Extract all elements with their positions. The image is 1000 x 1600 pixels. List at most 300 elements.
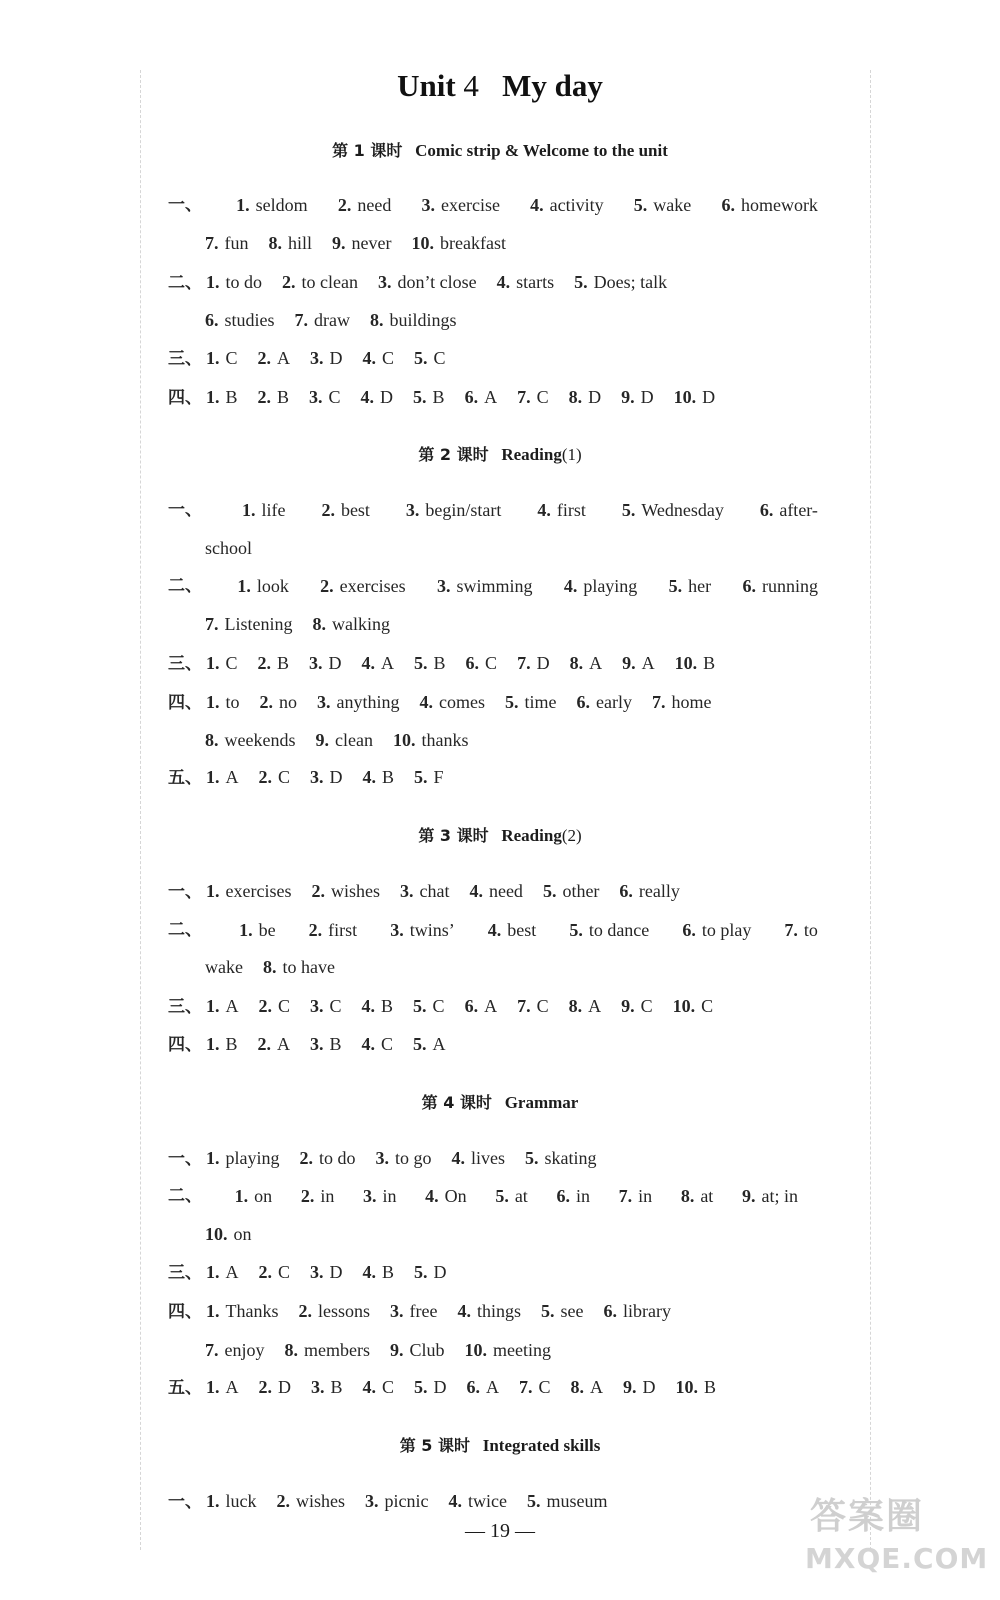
section-marker: 二、 xyxy=(168,920,202,940)
question-number: 4. xyxy=(487,920,502,940)
question-number: 4. xyxy=(362,1377,377,1397)
answer-text: really xyxy=(638,881,680,901)
answer-text: B xyxy=(330,1377,343,1397)
answer-item xyxy=(206,1144,280,1172)
answer-item xyxy=(206,268,262,296)
question-number: 10. xyxy=(675,1377,699,1397)
answer-text: Thanks xyxy=(225,1301,279,1321)
answer-text: A xyxy=(432,1034,446,1054)
answer-text: A xyxy=(641,653,655,673)
question-number: 10. xyxy=(673,387,697,407)
answer-item xyxy=(242,496,286,524)
answer-item xyxy=(239,916,276,944)
question-number: 4. xyxy=(451,1148,466,1168)
answer-item xyxy=(338,191,391,219)
answer-text: to xyxy=(225,692,240,712)
answer-text: D xyxy=(329,767,343,787)
answer-item xyxy=(413,383,445,411)
question-number: 3. xyxy=(390,1301,404,1321)
answer-item xyxy=(669,572,711,600)
answer-text: Club xyxy=(409,1340,445,1360)
answer-text: on xyxy=(233,1224,252,1244)
answer-item xyxy=(311,877,380,905)
answer-item xyxy=(206,1487,257,1515)
answer-item xyxy=(420,688,485,716)
lesson-heading: 第 5 课时 Integrated skills xyxy=(399,1436,601,1455)
question-number: 7. xyxy=(205,233,219,253)
answer-item xyxy=(569,383,602,411)
answer-item xyxy=(721,191,817,219)
answer-item xyxy=(365,1487,428,1515)
answer-item xyxy=(505,688,557,716)
question-number: 6. xyxy=(556,1186,570,1206)
answer-text: don’t close xyxy=(397,272,477,292)
answer-item xyxy=(621,992,653,1020)
answer-text: C xyxy=(328,387,341,407)
question-number: 6. xyxy=(603,1301,617,1321)
question-number: 5. xyxy=(495,1186,509,1206)
answer-row xyxy=(168,268,687,296)
answer-text: comes xyxy=(439,692,485,712)
question-number: 1. xyxy=(206,996,220,1016)
answer-text: C xyxy=(640,996,653,1016)
answer-text: A xyxy=(589,653,603,673)
section-marker: 一、 xyxy=(168,195,202,215)
answer-text: to play xyxy=(701,920,752,940)
answer-item xyxy=(315,726,372,754)
answer-item xyxy=(541,1297,583,1325)
answer-item xyxy=(681,1182,714,1210)
answer-item xyxy=(362,992,394,1020)
question-number: 10. xyxy=(672,996,696,1016)
answer-item xyxy=(622,496,724,524)
answer-row xyxy=(168,688,731,716)
answer-item xyxy=(301,1182,335,1210)
section-marker: 四、 xyxy=(168,388,202,408)
answer-text: B xyxy=(381,996,394,1016)
question-number: 3. xyxy=(309,653,323,673)
answer-item xyxy=(621,383,654,411)
answer-text: see xyxy=(560,1301,584,1321)
question-number: 8. xyxy=(370,310,384,330)
answer-text: fun xyxy=(224,233,249,253)
answer-row xyxy=(205,610,410,638)
section-marker: 一、 xyxy=(168,882,202,902)
answer-text: best xyxy=(507,920,537,940)
answer-row xyxy=(168,1373,736,1401)
answer-text: Wednesday xyxy=(641,500,724,520)
answer-text: museum xyxy=(546,1491,608,1511)
answer-item xyxy=(309,649,342,677)
question-number: 2. xyxy=(258,767,272,787)
answer-item xyxy=(619,877,679,905)
question-number: 9. xyxy=(622,653,636,673)
answer-text: enjoy xyxy=(224,1340,265,1360)
answer-row xyxy=(168,496,818,524)
answer-item xyxy=(206,344,238,372)
answer-item xyxy=(517,383,549,411)
question-number: 4. xyxy=(563,576,578,596)
answer-row xyxy=(205,1336,571,1364)
answer-item xyxy=(519,1373,551,1401)
answer-text: A xyxy=(225,1262,239,1282)
question-number: 4. xyxy=(362,1262,377,1282)
question-number: 8. xyxy=(568,996,583,1016)
answer-text: C xyxy=(536,387,549,407)
answer-row xyxy=(205,534,272,562)
answer-item xyxy=(537,496,586,524)
question-number: 2. xyxy=(300,1186,315,1206)
answer-text: studies xyxy=(224,310,275,330)
question-number: 10. xyxy=(411,233,434,253)
question-number: 8. xyxy=(312,614,326,634)
answer-text: B xyxy=(225,1034,238,1054)
answer-text: twins’ xyxy=(409,920,455,940)
answer-item xyxy=(363,344,395,372)
answer-item xyxy=(362,1030,394,1058)
answer-text: exercises xyxy=(339,576,406,596)
answer-text: A xyxy=(590,1377,604,1397)
answer-text: D xyxy=(329,348,343,368)
question-number: 2. xyxy=(308,920,323,940)
question-number: 5. xyxy=(413,996,427,1016)
section-marker: 五、 xyxy=(168,1378,202,1398)
answer-text: C xyxy=(433,348,446,368)
question-number: 1. xyxy=(239,920,253,940)
question-number: 4. xyxy=(362,767,377,787)
answer-text: clean xyxy=(334,730,373,750)
answer-text: A xyxy=(225,996,239,1016)
answer-text: Does; talk xyxy=(593,272,668,292)
answer-item xyxy=(258,383,290,411)
answer-text: A xyxy=(484,996,498,1016)
answer-item xyxy=(569,916,649,944)
answer-text: B xyxy=(225,387,238,407)
answer-text: wake xyxy=(653,195,692,215)
answer-text: C xyxy=(278,767,291,787)
answer-item xyxy=(466,649,498,677)
question-number: 9. xyxy=(623,1377,637,1397)
answer-row xyxy=(168,916,818,944)
answer-text: other xyxy=(562,881,600,901)
answer-text: to xyxy=(803,920,818,940)
answer-text: members xyxy=(304,1340,370,1360)
answer-item xyxy=(525,1144,597,1172)
question-number: 1. xyxy=(206,1301,220,1321)
answer-item xyxy=(363,1373,395,1401)
section-marker: 四、 xyxy=(168,1302,202,1322)
section-marker: 五、 xyxy=(168,768,202,788)
answer-text: C xyxy=(382,1377,395,1397)
answer-item xyxy=(206,992,239,1020)
answer-row xyxy=(205,953,355,981)
question-number: 5. xyxy=(414,348,428,368)
answer-item xyxy=(310,1030,342,1058)
answer-text: B xyxy=(432,387,445,407)
answer-text: things xyxy=(476,1301,521,1321)
answer-item xyxy=(564,572,638,600)
answer-text: luck xyxy=(225,1491,257,1511)
question-number: 5. xyxy=(633,195,648,215)
answer-row xyxy=(168,1144,617,1172)
answer-item xyxy=(376,1144,432,1172)
question-number: 2. xyxy=(257,653,272,673)
answer-item xyxy=(378,268,477,296)
answer-text: at xyxy=(514,1186,528,1206)
answer-text: C xyxy=(278,996,291,1016)
answer-row xyxy=(168,344,466,372)
question-number: 7. xyxy=(294,310,309,330)
question-number: 8. xyxy=(268,233,282,253)
question-number: 3. xyxy=(310,1034,324,1054)
answer-text: D xyxy=(278,1377,291,1397)
question-number: 3. xyxy=(310,1262,324,1282)
answer-text: C xyxy=(485,653,498,673)
answer-item xyxy=(205,726,295,754)
answer-item xyxy=(310,763,343,791)
answer-text: no xyxy=(279,692,298,712)
answer-item xyxy=(310,344,343,372)
answer-text: C xyxy=(382,348,395,368)
question-number: 5. xyxy=(541,1301,555,1321)
answer-item xyxy=(258,344,291,372)
answer-item xyxy=(437,572,533,600)
answer-item xyxy=(452,1144,506,1172)
question-number: 8. xyxy=(262,957,277,977)
answer-item xyxy=(742,572,818,600)
question-number: 9. xyxy=(332,233,346,253)
answer-item xyxy=(311,1373,343,1401)
answer-text: playing xyxy=(583,576,638,596)
question-number: 9. xyxy=(315,730,329,750)
answer-text: B xyxy=(382,767,395,787)
answer-item xyxy=(390,1297,437,1325)
question-number: 7. xyxy=(519,1377,533,1397)
answer-item xyxy=(556,1182,590,1210)
answer-item xyxy=(299,1297,371,1325)
question-number: 3. xyxy=(317,692,331,712)
answer-text: A xyxy=(277,348,291,368)
answer-text: starts xyxy=(516,272,555,292)
answer-item xyxy=(206,1297,279,1325)
question-number: 4. xyxy=(448,1491,462,1511)
answer-text: C xyxy=(225,653,238,673)
section-marker: 四、 xyxy=(168,1035,202,1055)
answer-text: swimming xyxy=(456,576,533,596)
question-number: 2. xyxy=(258,996,272,1016)
question-number: 8. xyxy=(570,1377,585,1397)
question-number: 4. xyxy=(537,500,551,520)
answer-item xyxy=(237,572,289,600)
question-number: 5. xyxy=(569,920,583,940)
answer-item xyxy=(530,191,603,219)
answer-item xyxy=(414,1258,447,1286)
answer-text: at; in xyxy=(761,1186,798,1206)
question-number: 9. xyxy=(741,1186,756,1206)
question-number: 5. xyxy=(542,881,557,901)
question-number: 3. xyxy=(436,576,451,596)
answer-item xyxy=(206,1373,239,1401)
answer-text: school xyxy=(205,538,252,558)
answer-item xyxy=(206,763,239,791)
question-number: 4. xyxy=(362,348,377,368)
answer-text: early xyxy=(596,692,632,712)
answer-row xyxy=(168,763,464,791)
question-number: 8. xyxy=(284,1340,298,1360)
question-number: 6. xyxy=(576,692,590,712)
answer-text: in xyxy=(638,1186,653,1206)
question-number: 8. xyxy=(680,1186,695,1206)
answer-item xyxy=(622,649,655,677)
answer-item xyxy=(488,916,537,944)
answer-text: C xyxy=(329,996,342,1016)
question-number: 6. xyxy=(742,576,756,596)
answer-item xyxy=(263,953,335,981)
answer-text: seldom xyxy=(255,195,308,215)
answer-text: lives xyxy=(471,1148,506,1168)
answer-row xyxy=(205,1220,272,1248)
answer-item xyxy=(574,268,667,296)
answer-item xyxy=(422,191,500,219)
answer-item xyxy=(313,610,391,638)
question-number: 2. xyxy=(299,1148,313,1168)
watermark-url: MXQE.COM xyxy=(805,1542,989,1575)
question-number: 2. xyxy=(257,1034,272,1054)
question-number: 6. xyxy=(682,920,696,940)
answer-text: wake xyxy=(205,957,243,977)
answer-text: D xyxy=(433,1262,447,1282)
question-number: 1. xyxy=(206,387,220,407)
page-title: Unit 4 My day xyxy=(397,68,603,103)
section-marker: 三、 xyxy=(168,654,202,674)
lesson-heading: 第 3 课时 Reading(2) xyxy=(418,826,582,845)
question-number: 2. xyxy=(257,387,272,407)
answer-item xyxy=(634,191,691,219)
question-number: 1. xyxy=(206,1491,220,1511)
answer-item xyxy=(465,992,498,1020)
question-number: 10. xyxy=(392,730,416,750)
answer-text: exercises xyxy=(225,881,292,901)
question-number: 8. xyxy=(569,653,584,673)
answer-text: lessons xyxy=(318,1301,371,1321)
question-number: 7. xyxy=(651,692,666,712)
question-number: 3. xyxy=(375,1148,390,1168)
question-number: 5. xyxy=(414,767,428,787)
answer-row xyxy=(168,383,735,411)
answer-item xyxy=(390,916,455,944)
answer-item xyxy=(206,649,238,677)
answer-text: to do xyxy=(319,1148,356,1168)
question-number: 7. xyxy=(618,1186,633,1206)
answer-item xyxy=(577,688,632,716)
answer-row xyxy=(168,649,735,677)
answer-item xyxy=(412,229,506,257)
answer-item xyxy=(363,763,395,791)
question-number: 1. xyxy=(241,500,256,520)
question-number: 1. xyxy=(234,1186,249,1206)
question-number: 3. xyxy=(421,195,435,215)
answer-item xyxy=(206,1030,238,1058)
section-marker: 一、 xyxy=(168,1492,202,1512)
answer-item xyxy=(543,877,599,905)
answer-text: weekends xyxy=(224,730,296,750)
answer-text: B xyxy=(329,1034,342,1054)
page-number: — 19 — xyxy=(465,1520,535,1542)
answer-text: skating xyxy=(544,1148,597,1168)
question-number: 7. xyxy=(205,614,219,634)
question-number: 8. xyxy=(205,730,219,750)
answer-item xyxy=(259,992,291,1020)
answer-text: never xyxy=(351,233,392,253)
answer-text: C xyxy=(225,348,238,368)
answer-text: draw xyxy=(314,310,350,330)
answer-text: library xyxy=(622,1301,671,1321)
answer-text: A xyxy=(225,767,239,787)
question-number: 2. xyxy=(321,500,335,520)
answer-item xyxy=(571,1373,604,1401)
answer-item xyxy=(760,496,818,524)
question-number: 2. xyxy=(337,195,352,215)
answer-item xyxy=(260,688,298,716)
question-number: 6. xyxy=(619,881,633,901)
question-number: 10. xyxy=(464,1340,487,1360)
answer-row xyxy=(205,726,488,754)
question-number: 4. xyxy=(496,272,511,292)
answer-item xyxy=(236,191,308,219)
answer-item xyxy=(259,1258,291,1286)
answer-item xyxy=(527,1487,608,1515)
answer-text: D xyxy=(702,387,716,407)
question-number: 5. xyxy=(414,1377,428,1397)
answer-text: walking xyxy=(332,614,390,634)
section-marker: 三、 xyxy=(168,1263,202,1283)
answer-item xyxy=(467,1373,500,1401)
answer-text: D xyxy=(433,1377,447,1397)
answer-item xyxy=(465,1336,551,1364)
question-number: 2. xyxy=(259,692,274,712)
answer-item xyxy=(570,649,603,677)
answer-item xyxy=(497,268,555,296)
answer-item xyxy=(674,383,716,411)
answer-text: her xyxy=(688,576,712,596)
answer-text: B xyxy=(277,653,290,673)
answer-item xyxy=(603,1297,670,1325)
answer-text: D xyxy=(536,653,550,673)
answer-row xyxy=(168,992,733,1020)
question-number: 6. xyxy=(721,195,735,215)
answer-item xyxy=(742,1182,798,1210)
question-number: 1. xyxy=(206,1148,220,1168)
answer-row xyxy=(168,1258,467,1286)
answer-item xyxy=(414,649,446,677)
question-number: 1. xyxy=(206,881,220,901)
lesson-heading: 第 2 课时 Reading(1) xyxy=(418,445,582,464)
question-number: 7. xyxy=(517,387,531,407)
left-margin-line xyxy=(140,70,141,1550)
answer-text: A xyxy=(381,653,395,673)
answer-text: breakfast xyxy=(440,233,506,253)
answer-text: first xyxy=(328,920,358,940)
answer-row xyxy=(168,1297,691,1325)
lesson-heading: 第 4 课时 Grammar xyxy=(421,1093,579,1112)
answer-item xyxy=(517,992,549,1020)
answer-item xyxy=(469,877,522,905)
answer-text: F xyxy=(433,767,444,787)
answer-item xyxy=(619,1182,653,1210)
section-marker: 二、 xyxy=(168,273,202,293)
answer-text: D xyxy=(380,387,394,407)
section-marker: 二、 xyxy=(168,1186,202,1206)
